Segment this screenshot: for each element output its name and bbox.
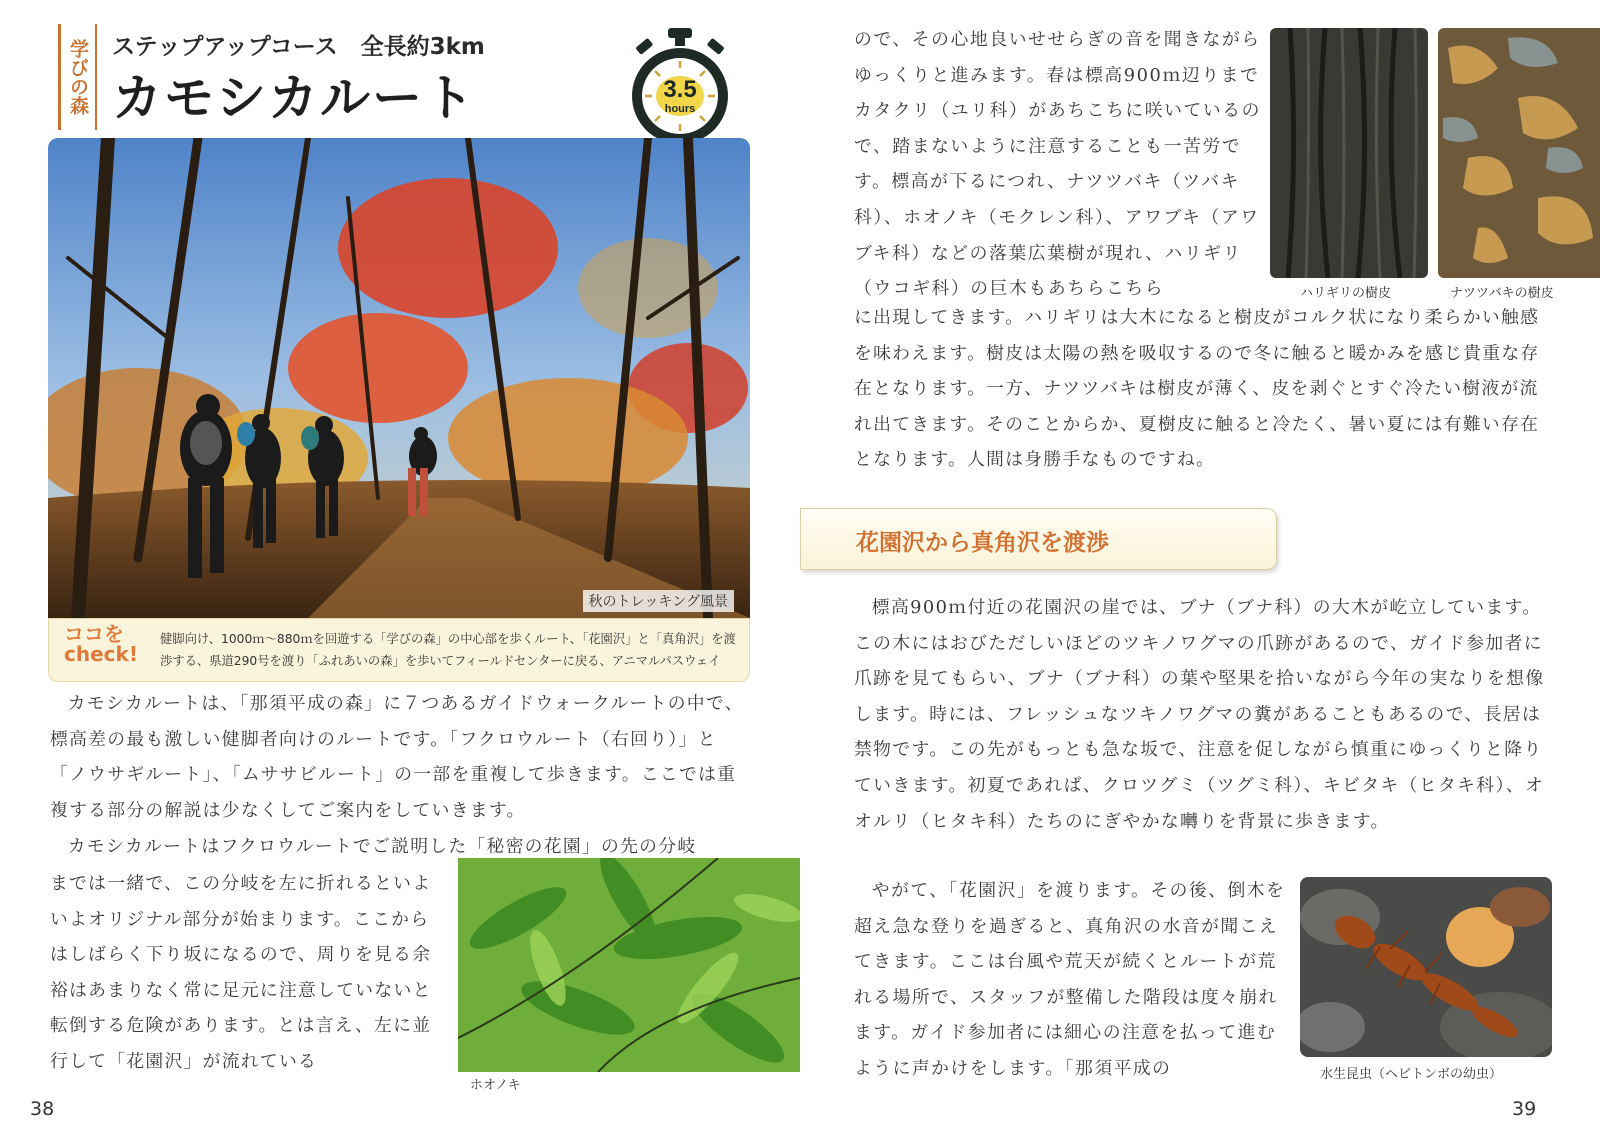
- right-body-paragraph-4: やがて、「花園沢」を渡ります。その後、倒木を超え急な登りを過ぎると、真角沢の水音が聞こえてきます。ここは台風や荒天が続くとルートが荒れる場所で、スタッフが整備した階段は度々崩れます。ガイド参加者には細心の注意を払って進むように声かけをします。「那須平成の: [854, 880, 1286, 1079]
- stopwatch-value: 3.5: [663, 76, 697, 103]
- section-title: 花園沢から真角沢を渡渉: [856, 530, 1109, 556]
- page-number-left: 38: [30, 1098, 55, 1120]
- course-subtitle: ステップアップコース 全長約3km: [112, 34, 485, 60]
- page-number-right: 39: [1512, 1098, 1537, 1120]
- natsutsubaki-bark-photo: [1438, 28, 1600, 278]
- check-heading: [64, 624, 146, 664]
- check-heading-line2: check!: [64, 642, 138, 666]
- left-body-paragraph-2-line1: カモシカルートはフクロウルートでご説明した「秘密の花園」の先の分岐: [67, 836, 697, 857]
- aquatic-insect-caption: 水生昆虫（ヘビトンボの幼虫）: [1320, 1067, 1503, 1082]
- main-photo-autumn-trekking: [48, 138, 750, 618]
- harigiri-bark-caption: ハリギリの樹皮: [1300, 286, 1392, 301]
- stopwatch-icon: [628, 28, 732, 146]
- stopwatch-unit: hours: [664, 103, 696, 115]
- harigiri-bark-photo: [1270, 28, 1428, 278]
- course-title: カモシカルート: [112, 69, 476, 127]
- aquatic-insect-photo: [1300, 877, 1552, 1057]
- check-heading-line1: ココを: [64, 622, 124, 646]
- right-body-paragraph-1: ので、その心地良いせせらぎの音を聞きながらゆっくりと進みます。春は標高900ｍ辺りまでカタクリ（ユリ科）があちこちに咲いているので、踏まないように注意することも一苦労です。標高が下るにつれ、ナツツバキ（ツバキ科）、ホオノキ（モクレン科）、アワブキ（アワブキ科）などの落葉広葉樹が現れ、ハリギリ（ウコギ科）の巨木もあちらこちら: [854, 29, 1262, 300]
- check-text: 健脚向け、1000ｍ～880ｍを回遊する「学びの森」の中心部を歩くルート、「花園沢」と「真角沢」を渡渉する、県道290号を渡り「ふれあいの森」を歩いてフィールドセンターに戻る、アニマルパスウェイ: [160, 632, 736, 668]
- left-body-paragraph-1: カモシカルートは、「那須平成の森」に７つあるガイドウォークルートの中で、標高差の最も激しい健脚者向けのルートです。「フクロウルート（右回り）」と「ノウサギルート」、「ムササビルート」の一部を重複して歩きます。ここでは重複する部分の解説は少なくしてご案内をしていきます。: [50, 693, 744, 821]
- main-photo-caption: 秋のトレッキング風景: [583, 590, 734, 612]
- hoonoki-photo: [458, 858, 800, 1072]
- right-body-paragraph-2: に出現してきます。ハリギリは大木になると樹皮がコルク状になり柔らかい触感を味わえます。樹皮は太陽の熱を吸収するので冬に触ると暖かみを感じ貴重な存在となります。一方、ナツツバキは樹皮が薄く、皮を剥ぐとすぐ冷たい樹液が流れ出てきます。そのことからか、夏樹皮に触ると冷たく、暑い夏には有難い存在となります。人間は身勝手なものですね。: [854, 307, 1540, 471]
- natsutsubaki-bark-caption: ナツツバキの樹皮: [1450, 286, 1554, 301]
- right-body-paragraph-3: 標高900ｍ付近の花園沢の崖では、ブナ（ブナ科）の大木が屹立しています。この木にはおびただしいほどのツキノワグマの爪跡があるので、ガイド参加者に爪跡を見てもらい、ブナ（ブナ科）の葉や堅果を拾いながら今年の実なりを想像します。時には、フレッシュなツキノワグマの糞があることもあるので、長居は禁物です。この先がもっとも急な坂で、注意を促しながら慎重にゆっくりと降りていきます。初夏であれば、クロツグミ（ツグミ科）、キビタキ（ヒタキ科）、オオルリ（ヒタキ科）たちのにぎやかな囀りを背景に歩きます。: [854, 597, 1545, 832]
- left-body-paragraph-2-rest: までは一緒で、この分岐を左に折れるといよいよオリジナル部分が始まります。ここからはしばらく下り坂になるので、周りを見る余裕はあまりなく常に足元に注意していないと転倒する危険があります。とは言え、左に並行して「花園沢」が流れている: [50, 873, 432, 1072]
- hoonoki-caption: ホオノキ: [470, 1078, 521, 1093]
- course-tag: 学びの森: [58, 24, 97, 130]
